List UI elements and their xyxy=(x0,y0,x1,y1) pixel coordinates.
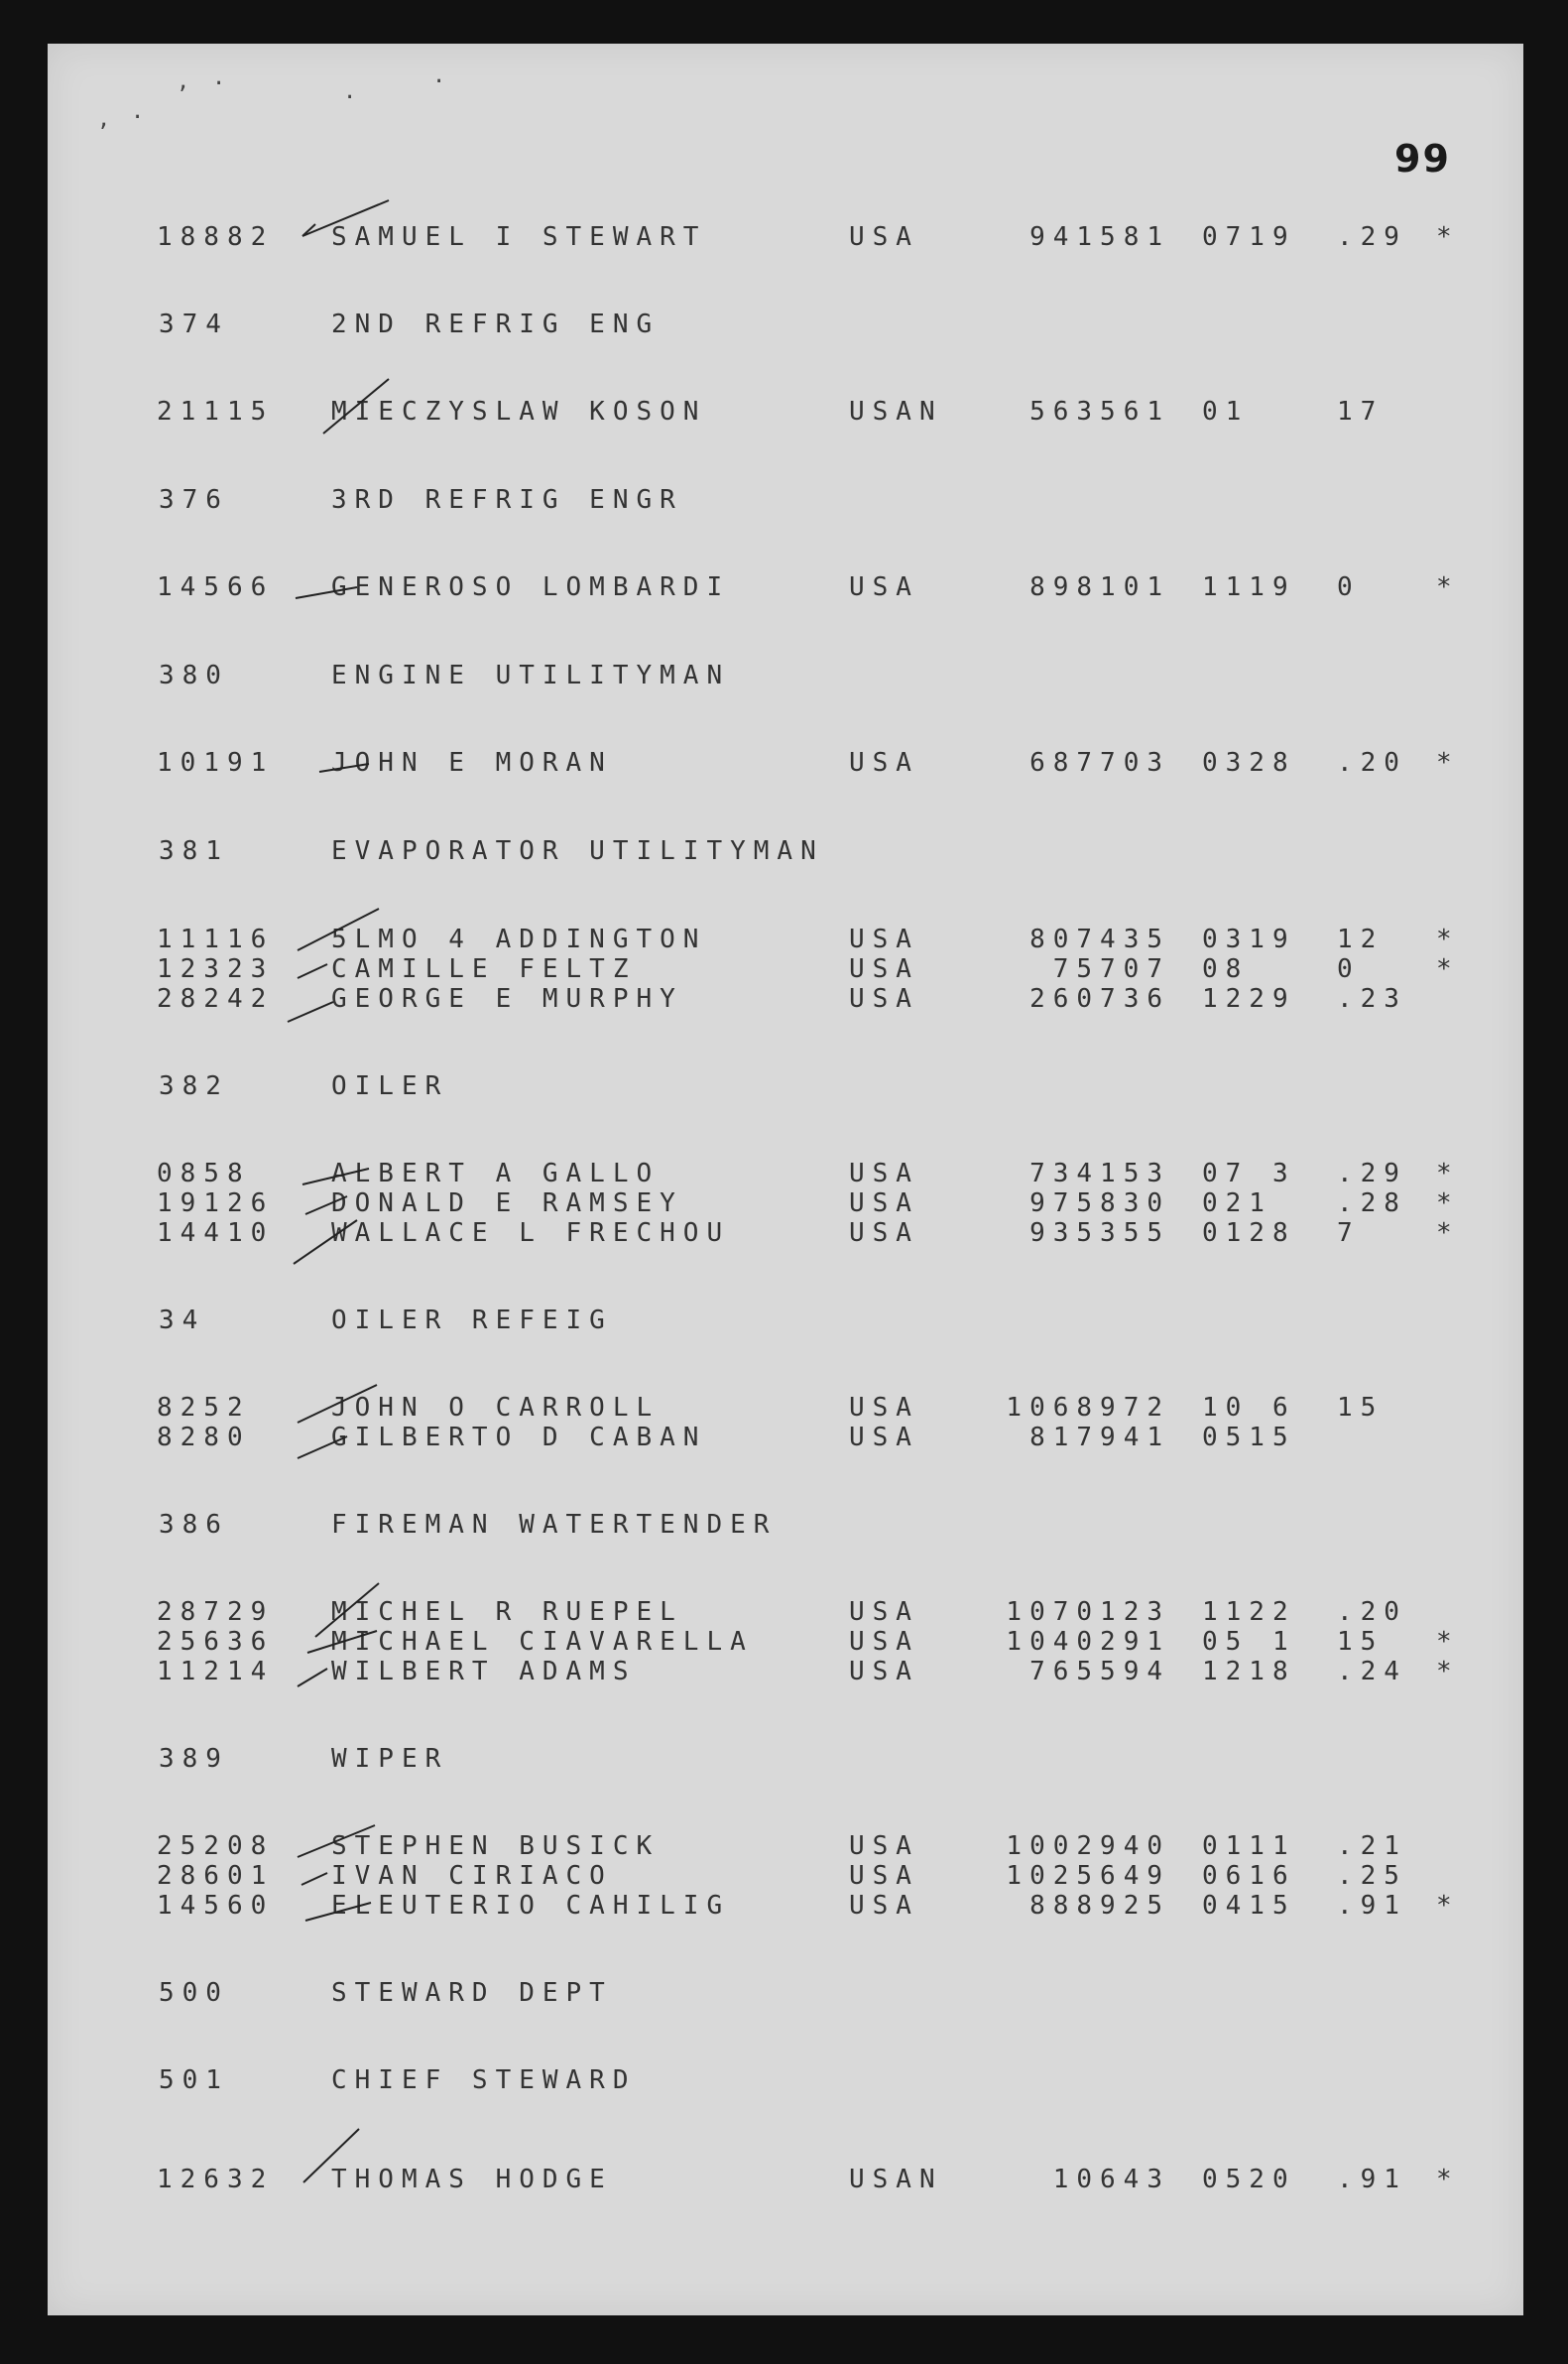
crew-id: 10191 xyxy=(157,748,275,778)
date-code: 0328 xyxy=(1202,748,1296,778)
nationality: USA xyxy=(849,954,919,984)
value: 0 xyxy=(1337,954,1361,984)
section-code: 376 xyxy=(159,485,229,515)
document-number: 687703 xyxy=(1029,748,1170,778)
crew-id: 12323 xyxy=(157,954,275,984)
star-mark: * xyxy=(1436,1627,1460,1657)
date-code: 0111 xyxy=(1202,1831,1296,1861)
crew-row xyxy=(0,1423,1568,1452)
date-code: 0515 xyxy=(1202,1423,1296,1452)
crew-name: SAMUEL I STEWART xyxy=(331,222,707,252)
crew-name: JOHN E MORAN xyxy=(331,748,613,778)
date-code: 021 xyxy=(1202,1188,1272,1218)
document-number: 1070123 xyxy=(1006,1597,1170,1627)
section-title: WIPER xyxy=(331,1744,449,1774)
crew-row xyxy=(0,1657,1568,1686)
nationality: USA xyxy=(849,222,919,252)
nationality: USA xyxy=(849,1393,919,1423)
date-code: 1229 xyxy=(1202,984,1296,1014)
section-code: 34 xyxy=(159,1306,206,1335)
section-heading xyxy=(0,1071,1568,1101)
section-title: CHIEF STEWARD xyxy=(331,2065,637,2095)
star-mark: * xyxy=(1436,1218,1460,1248)
section-heading xyxy=(0,310,1568,339)
crew-name: GILBERTO D CABAN xyxy=(331,1423,707,1452)
date-code: 07 3 xyxy=(1202,1159,1296,1188)
value: 15 xyxy=(1337,1393,1385,1423)
crew-id: 28242 xyxy=(157,984,275,1014)
nationality: USA xyxy=(849,1657,919,1686)
crew-row xyxy=(0,1159,1568,1188)
star-mark: * xyxy=(1436,572,1460,602)
crew-name: JOHN O CARROLL xyxy=(331,1393,661,1423)
crew-row xyxy=(0,222,1568,252)
nationality: USAN xyxy=(849,2165,943,2194)
section-title: EVAPORATOR UTILITYMAN xyxy=(331,836,824,866)
document-number: 941581 xyxy=(1029,222,1170,252)
crew-row xyxy=(0,748,1568,778)
star-mark: * xyxy=(1436,1188,1460,1218)
document-number: 807435 xyxy=(1029,925,1170,954)
nationality: USA xyxy=(849,1831,919,1861)
value: .24 xyxy=(1337,1657,1407,1686)
star-mark: * xyxy=(1436,1657,1460,1686)
section-heading xyxy=(0,661,1568,690)
nationality: USA xyxy=(849,572,919,602)
crew-row xyxy=(0,1218,1568,1248)
document-number: 765594 xyxy=(1029,1657,1170,1686)
section-heading xyxy=(0,1306,1568,1335)
value: .20 xyxy=(1337,748,1407,778)
date-code: 0415 xyxy=(1202,1891,1296,1921)
section-title: ENGINE UTILITYMAN xyxy=(331,661,731,690)
crew-row xyxy=(0,1861,1568,1891)
section-heading xyxy=(0,1744,1568,1774)
crew-name: MICHAEL CIAVARELLA xyxy=(331,1627,754,1657)
document-number: 1002940 xyxy=(1006,1831,1170,1861)
section-title: STEWARD DEPT xyxy=(331,1978,613,2008)
crew-id: 11116 xyxy=(157,925,275,954)
value: .25 xyxy=(1337,1861,1407,1891)
crew-id: 8280 xyxy=(157,1423,251,1452)
crew-name: ALBERT A GALLO xyxy=(331,1159,661,1188)
crew-id: 18882 xyxy=(157,222,275,252)
crew-row xyxy=(0,954,1568,984)
crew-name: THOMAS HODGE xyxy=(331,2165,613,2194)
document-number: 975830 xyxy=(1029,1188,1170,1218)
value: 17 xyxy=(1337,397,1385,427)
document-number: 1068972 xyxy=(1006,1393,1170,1423)
crew-id: 11214 xyxy=(157,1657,275,1686)
document-number: 888925 xyxy=(1029,1891,1170,1921)
document-number: 260736 xyxy=(1029,984,1170,1014)
value: 15 xyxy=(1337,1627,1385,1657)
date-code: 1218 xyxy=(1202,1657,1296,1686)
value: .20 xyxy=(1337,1597,1407,1627)
crew-name: DONALD E RAMSEY xyxy=(331,1188,683,1218)
nationality: USA xyxy=(849,1861,919,1891)
section-title: OILER xyxy=(331,1071,449,1101)
section-code: 389 xyxy=(159,1744,229,1774)
value: .21 xyxy=(1337,1831,1407,1861)
section-title: FIREMAN WATERTENDER xyxy=(331,1510,778,1540)
crew-name: IVAN CIRIACO xyxy=(331,1861,613,1891)
value: 12 xyxy=(1337,925,1385,954)
star-mark: * xyxy=(1436,222,1460,252)
nationality: USA xyxy=(849,1891,919,1921)
section-title: OILER REFEIG xyxy=(331,1306,613,1335)
document-number: 734153 xyxy=(1029,1159,1170,1188)
crew-row xyxy=(0,984,1568,1014)
crew-name: CAMILLE FELTZ xyxy=(331,954,637,984)
crew-row xyxy=(0,1188,1568,1218)
date-code: 01 xyxy=(1202,397,1250,427)
crew-id: 19126 xyxy=(157,1188,275,1218)
section-heading xyxy=(0,1510,1568,1540)
date-code: 08 xyxy=(1202,954,1250,984)
crew-id: 28601 xyxy=(157,1861,275,1891)
crew-id: 28729 xyxy=(157,1597,275,1627)
crew-name: WALLACE L FRECHOU xyxy=(331,1218,731,1248)
star-mark: * xyxy=(1436,2165,1460,2194)
value: .29 xyxy=(1337,1159,1407,1188)
crew-id: 14560 xyxy=(157,1891,275,1921)
value: .28 xyxy=(1337,1188,1407,1218)
section-heading xyxy=(0,1978,1568,2008)
section-heading xyxy=(0,836,1568,866)
value: 0 xyxy=(1337,572,1361,602)
section-code: 381 xyxy=(159,836,229,866)
nationality: USAN xyxy=(849,397,943,427)
crew-row xyxy=(0,1891,1568,1921)
date-code: 0319 xyxy=(1202,925,1296,954)
value: .29 xyxy=(1337,222,1407,252)
crew-row xyxy=(0,1627,1568,1657)
date-code: 1119 xyxy=(1202,572,1296,602)
nationality: USA xyxy=(849,1627,919,1657)
crew-id: 14410 xyxy=(157,1218,275,1248)
crew-name: MIECZYSLAW KOSON xyxy=(331,397,707,427)
document-number: 75707 xyxy=(1052,954,1170,984)
nationality: USA xyxy=(849,748,919,778)
date-code: 0128 xyxy=(1202,1218,1296,1248)
crew-id: 12632 xyxy=(157,2165,275,2194)
nationality: USA xyxy=(849,1218,919,1248)
nationality: USA xyxy=(849,1597,919,1627)
crew-id: 8252 xyxy=(157,1393,251,1423)
date-code: 05 1 xyxy=(1202,1627,1296,1657)
nationality: USA xyxy=(849,1188,919,1218)
nationality: USA xyxy=(849,984,919,1014)
document-number: 563561 xyxy=(1029,397,1170,427)
star-mark: * xyxy=(1436,748,1460,778)
star-mark: * xyxy=(1436,954,1460,984)
section-title: 2ND REFRIG ENG xyxy=(331,310,661,339)
section-code: 380 xyxy=(159,661,229,690)
crew-id: 25208 xyxy=(157,1831,275,1861)
crew-row xyxy=(0,925,1568,954)
document-number: 935355 xyxy=(1029,1218,1170,1248)
document-number: 10643 xyxy=(1052,2165,1170,2194)
date-code: 1122 xyxy=(1202,1597,1296,1627)
crew-name: GEORGE E MURPHY xyxy=(331,984,683,1014)
section-code: 500 xyxy=(159,1978,229,2008)
crew-name: MICHEL R RUEPEL xyxy=(331,1597,683,1627)
section-title: 3RD REFRIG ENGR xyxy=(331,485,683,515)
section-heading xyxy=(0,2065,1568,2095)
crew-id: 0858 xyxy=(157,1159,251,1188)
nationality: USA xyxy=(849,1159,919,1188)
crew-name: 5LMO 4 ADDINGTON xyxy=(331,925,707,954)
section-code: 386 xyxy=(159,1510,229,1540)
date-code: 0520 xyxy=(1202,2165,1296,2194)
star-mark: * xyxy=(1436,925,1460,954)
crew-id: 25636 xyxy=(157,1627,275,1657)
section-code: 501 xyxy=(159,2065,229,2095)
crew-row xyxy=(0,1831,1568,1861)
crew-row xyxy=(0,397,1568,427)
value: .91 xyxy=(1337,1891,1407,1921)
crew-name: ELEUTERIO CAHILIG xyxy=(331,1891,731,1921)
crew-id: 21115 xyxy=(157,397,275,427)
crew-name: WILBERT ADAMS xyxy=(331,1657,637,1686)
crew-row xyxy=(0,2165,1568,2194)
date-code: 0719 xyxy=(1202,222,1296,252)
page-number: 99 xyxy=(1394,137,1451,181)
date-code: 10 6 xyxy=(1202,1393,1296,1423)
crew-row xyxy=(0,1597,1568,1627)
date-code: 0616 xyxy=(1202,1861,1296,1891)
crew-row xyxy=(0,1393,1568,1423)
document-number: 817941 xyxy=(1029,1423,1170,1452)
crew-id: 14566 xyxy=(157,572,275,602)
nationality: USA xyxy=(849,1423,919,1452)
crew-name: STEPHEN BUSICK xyxy=(331,1831,661,1861)
section-code: 374 xyxy=(159,310,229,339)
nationality: USA xyxy=(849,925,919,954)
section-code: 382 xyxy=(159,1071,229,1101)
star-mark: * xyxy=(1436,1159,1460,1188)
value: 7 xyxy=(1337,1218,1361,1248)
document-number: 1025649 xyxy=(1006,1861,1170,1891)
document-number: 1040291 xyxy=(1006,1627,1170,1657)
value: .91 xyxy=(1337,2165,1407,2194)
star-mark: * xyxy=(1436,1891,1460,1921)
document-number: 898101 xyxy=(1029,572,1170,602)
section-heading xyxy=(0,485,1568,515)
value: .23 xyxy=(1337,984,1407,1014)
crew-name: GENEROSO LOMBARDI xyxy=(331,572,731,602)
crew-row xyxy=(0,572,1568,602)
